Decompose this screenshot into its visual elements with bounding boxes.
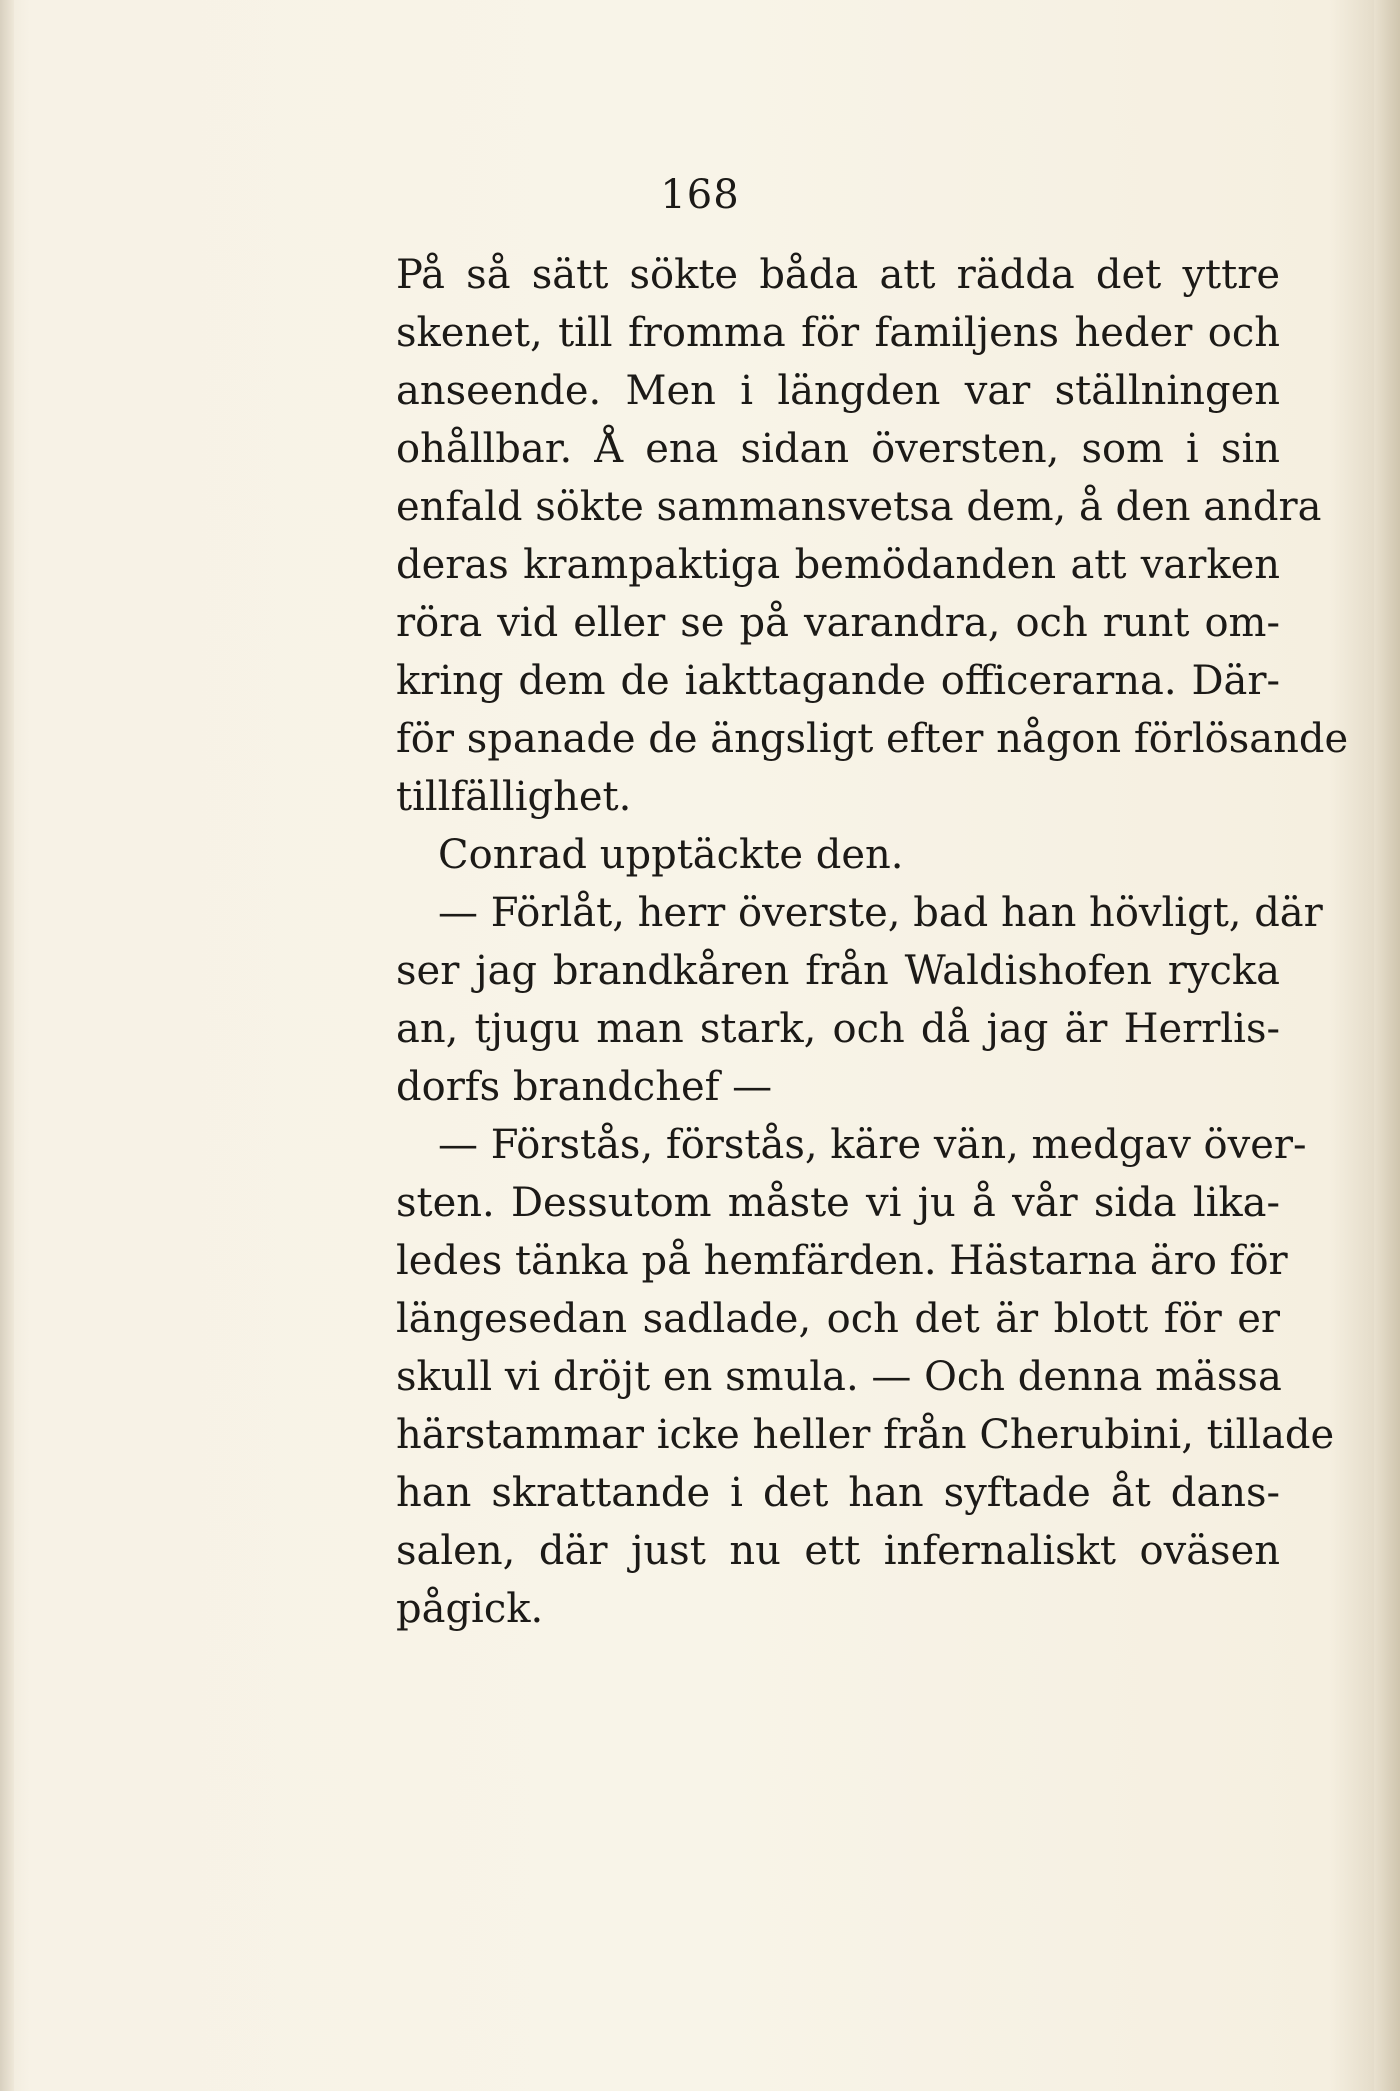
text-line: — Förlåt, herr överste, bad han hövligt, där: [438, 890, 1323, 936]
text-line: ohållbar. Å ena sidan översten, som i sin: [396, 426, 1280, 472]
body-text: [396, 246, 1349, 1638]
text-line: pågick.: [396, 1586, 544, 1632]
text-line: enfald sökte sammansvetsa dem, å den andra: [396, 484, 1322, 530]
page-right-edge: [1374, 0, 1400, 2091]
text-line: — Förstås, förstås, käre vän, medgav över-: [438, 1122, 1307, 1168]
text-line: dorfs brandchef —: [396, 1064, 773, 1110]
text-line: deras krampaktiga bemödanden att varken: [396, 542, 1280, 588]
text-line: ser jag brandkåren från Waldishofen rycka: [396, 948, 1280, 994]
text-line: sten. Dessutom måste vi ju å vår sida lika-: [396, 1180, 1280, 1226]
page-number: 168: [660, 172, 740, 218]
text-line: skull vi dröjt en smula. — Och denna mässa: [396, 1354, 1282, 1400]
text-line: Conrad upptäckte den.: [438, 832, 904, 878]
text-line: skenet, till fromma för familjens heder och: [396, 310, 1280, 356]
text-line: salen, där just nu ett infernaliskt oväsen: [396, 1528, 1280, 1574]
text-line: tillfällighet.: [396, 774, 632, 820]
text-line: röra vid eller se på varandra, och runt om-: [396, 600, 1280, 646]
text-line: kring dem de iakttagande officerarna. Där-: [396, 658, 1280, 704]
text-line: längesedan sadlade, och det är blott för er: [396, 1296, 1280, 1342]
text-line: härstammar icke heller från Cherubini, tillade: [396, 1412, 1335, 1458]
text-line: för spanade de ängsligt efter någon förlösande: [396, 716, 1349, 762]
text-line: På så sätt sökte båda att rädda det yttre: [396, 252, 1280, 298]
text-line: anseende. Men i längden var ställningen: [396, 368, 1280, 414]
text-line: ledes tänka på hemfärden. Hästarna äro för: [396, 1238, 1288, 1284]
text-line: han skrattande i det han syftade åt dans-: [396, 1470, 1280, 1516]
text-line: an, tjugu man stark, och då jag är Herrlis-: [396, 1006, 1280, 1052]
page-left-edge: [0, 0, 14, 2091]
